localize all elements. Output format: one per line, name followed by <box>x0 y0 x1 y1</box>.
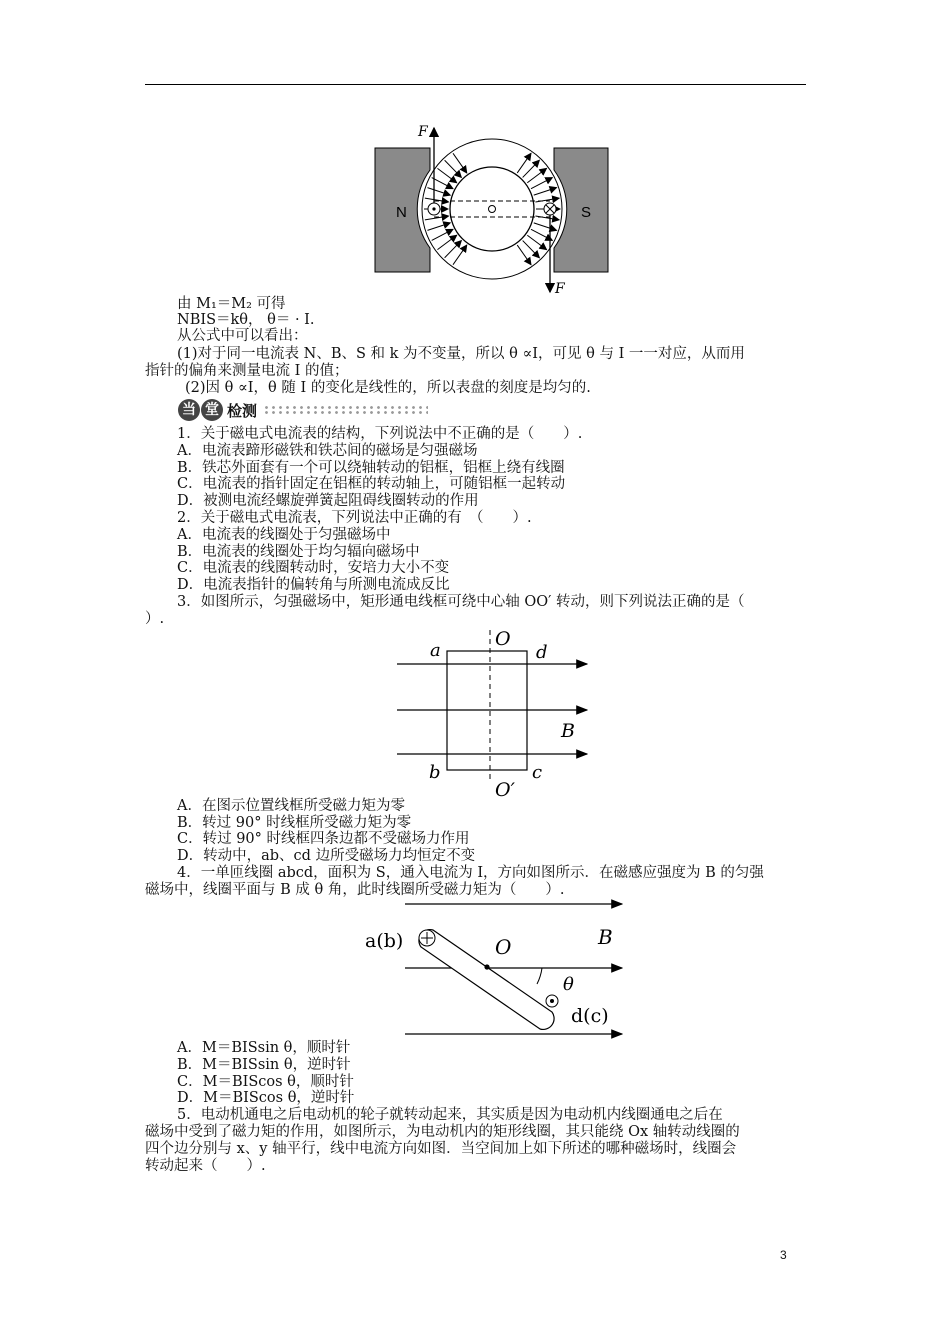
option-d: D．转动中，ab、cd 边所受磁场力均恒定不变 <box>177 848 476 864</box>
label-b: b <box>429 762 441 783</box>
question-stem: 4．一单匝线圈 abcd，面积为 S，通入电流为 I，方向如图所示．在磁感应强度为 B 的匀强 <box>177 865 764 881</box>
text-line: 由 M₁＝M₂ 可得 <box>177 296 286 312</box>
label-o-prime: O′ <box>495 779 515 800</box>
label-c: c <box>532 762 543 783</box>
tilted-coil-figure <box>360 895 630 1045</box>
label-n: N <box>396 204 407 221</box>
option-a: A．M＝BISsin θ，顺时针 <box>177 1040 351 1056</box>
question-stem-cont: 磁场中，线圈平面与 B 成 θ 角，此时线圈所受磁力矩为（ ）. <box>145 882 565 898</box>
option-b: B．转过 90° 时线框所受磁力矩为零 <box>177 815 412 831</box>
text-line: (1)对于同一电流表 N、B、S 和 k 为不变量，所以 θ ∝I，可见 θ 与 I 一一对应，从而用 <box>177 346 745 362</box>
option-c: C．电流表的指针固定在铝框的转动轴上，可随铝框一起转动 <box>177 476 566 492</box>
header-rule <box>145 84 806 85</box>
text-line: NBIS＝kθ， θ＝ · I. <box>177 312 315 328</box>
text-line: 指针的偏角来测量电流 I 的值； <box>145 363 349 379</box>
label-o: O <box>495 935 512 959</box>
text-line: 四个边分别与 x、y 轴平行，线中电流方向如图．当空间加上如下所述的哪种磁场时，线圈会 <box>145 1141 737 1157</box>
option-b: B．M＝BISsin θ，逆时针 <box>177 1057 351 1073</box>
label-d: d <box>536 642 548 663</box>
label-ab: a(b) <box>365 930 404 952</box>
label-f-top: F <box>418 124 428 140</box>
text-line: (2)因 θ ∝I，θ 随 I 的变化是线性的，所以表盘的刻度是均匀的. <box>185 380 591 396</box>
label-b-field: B <box>598 925 613 949</box>
loop-figure <box>395 624 595 800</box>
option-b: B．电流表的线圈处于均匀辐向磁场中 <box>177 544 420 560</box>
label-b-field: B <box>561 720 575 742</box>
text-line: 5．电动机通电之后电动机的轮子就转动起来，其实质是因为电动机内线圈通电之后在 <box>177 1107 723 1123</box>
text-line: 转动起来（ ）. <box>145 1158 266 1174</box>
option-c: C．M＝BIScos θ，顺时针 <box>177 1074 354 1090</box>
option-a: A．电流表蹄形磁铁和铁芯间的磁场是匀强磁场 <box>177 443 478 459</box>
galvanometer-figure <box>372 120 614 302</box>
option-d: D．M＝BIScos θ，逆时针 <box>177 1090 355 1106</box>
section-badge: 当 堂 <box>178 399 224 421</box>
option-c: C．电流表的线圈转动时，安培力大小不变 <box>177 560 450 576</box>
question-stem: 2．关于磁电式电流表，下列说法中正确的有 （ ）. <box>177 510 532 526</box>
option-a: A．电流表的线圈处于匀强磁场中 <box>177 527 391 543</box>
text-line: 从公式中可以看出： <box>177 328 308 344</box>
question-stem: 3．如图所示，匀强磁场中，矩形通电线框可绕中心轴 OO′ 转动，则下列说法正确的是（ <box>177 594 745 610</box>
page-number: 3 <box>780 1248 787 1262</box>
option-d: D．被测电流经螺旋弹簧起阻碍线圈转动的作用 <box>177 493 479 509</box>
label-s: S <box>581 204 592 221</box>
dotted-rule <box>263 405 428 415</box>
coil <box>419 930 554 1030</box>
option-d: D．电流表指针的偏转角与所测电流成反比 <box>177 577 450 593</box>
label-a: a <box>430 640 441 661</box>
option-c: C．转过 90° 时线框四条边都不受磁场力作用 <box>177 831 470 847</box>
label-dc: d(c) <box>571 1005 609 1027</box>
section-heading <box>178 399 428 421</box>
label-theta: θ <box>563 974 574 995</box>
text-line: 磁场中受到了磁力矩的作用，如图所示，为电动机内的矩形线圈，其只能绕 Ox 轴转动线圈的 <box>145 1124 740 1140</box>
label-o: O <box>495 628 511 650</box>
label-f-bottom: F <box>555 281 565 297</box>
option-b: B．铁芯外面套有一个可以绕轴转动的铝框，铝框上绕有线圈 <box>177 460 565 476</box>
question-stem-cont: ）. <box>145 611 165 627</box>
section-title: 检测 <box>227 401 258 420</box>
option-a: A．在图示位置线框所受磁力矩为零 <box>177 798 405 814</box>
question-stem: 1．关于磁电式电流表的结构，下列说法中不正确的是（ ）. <box>177 426 583 442</box>
